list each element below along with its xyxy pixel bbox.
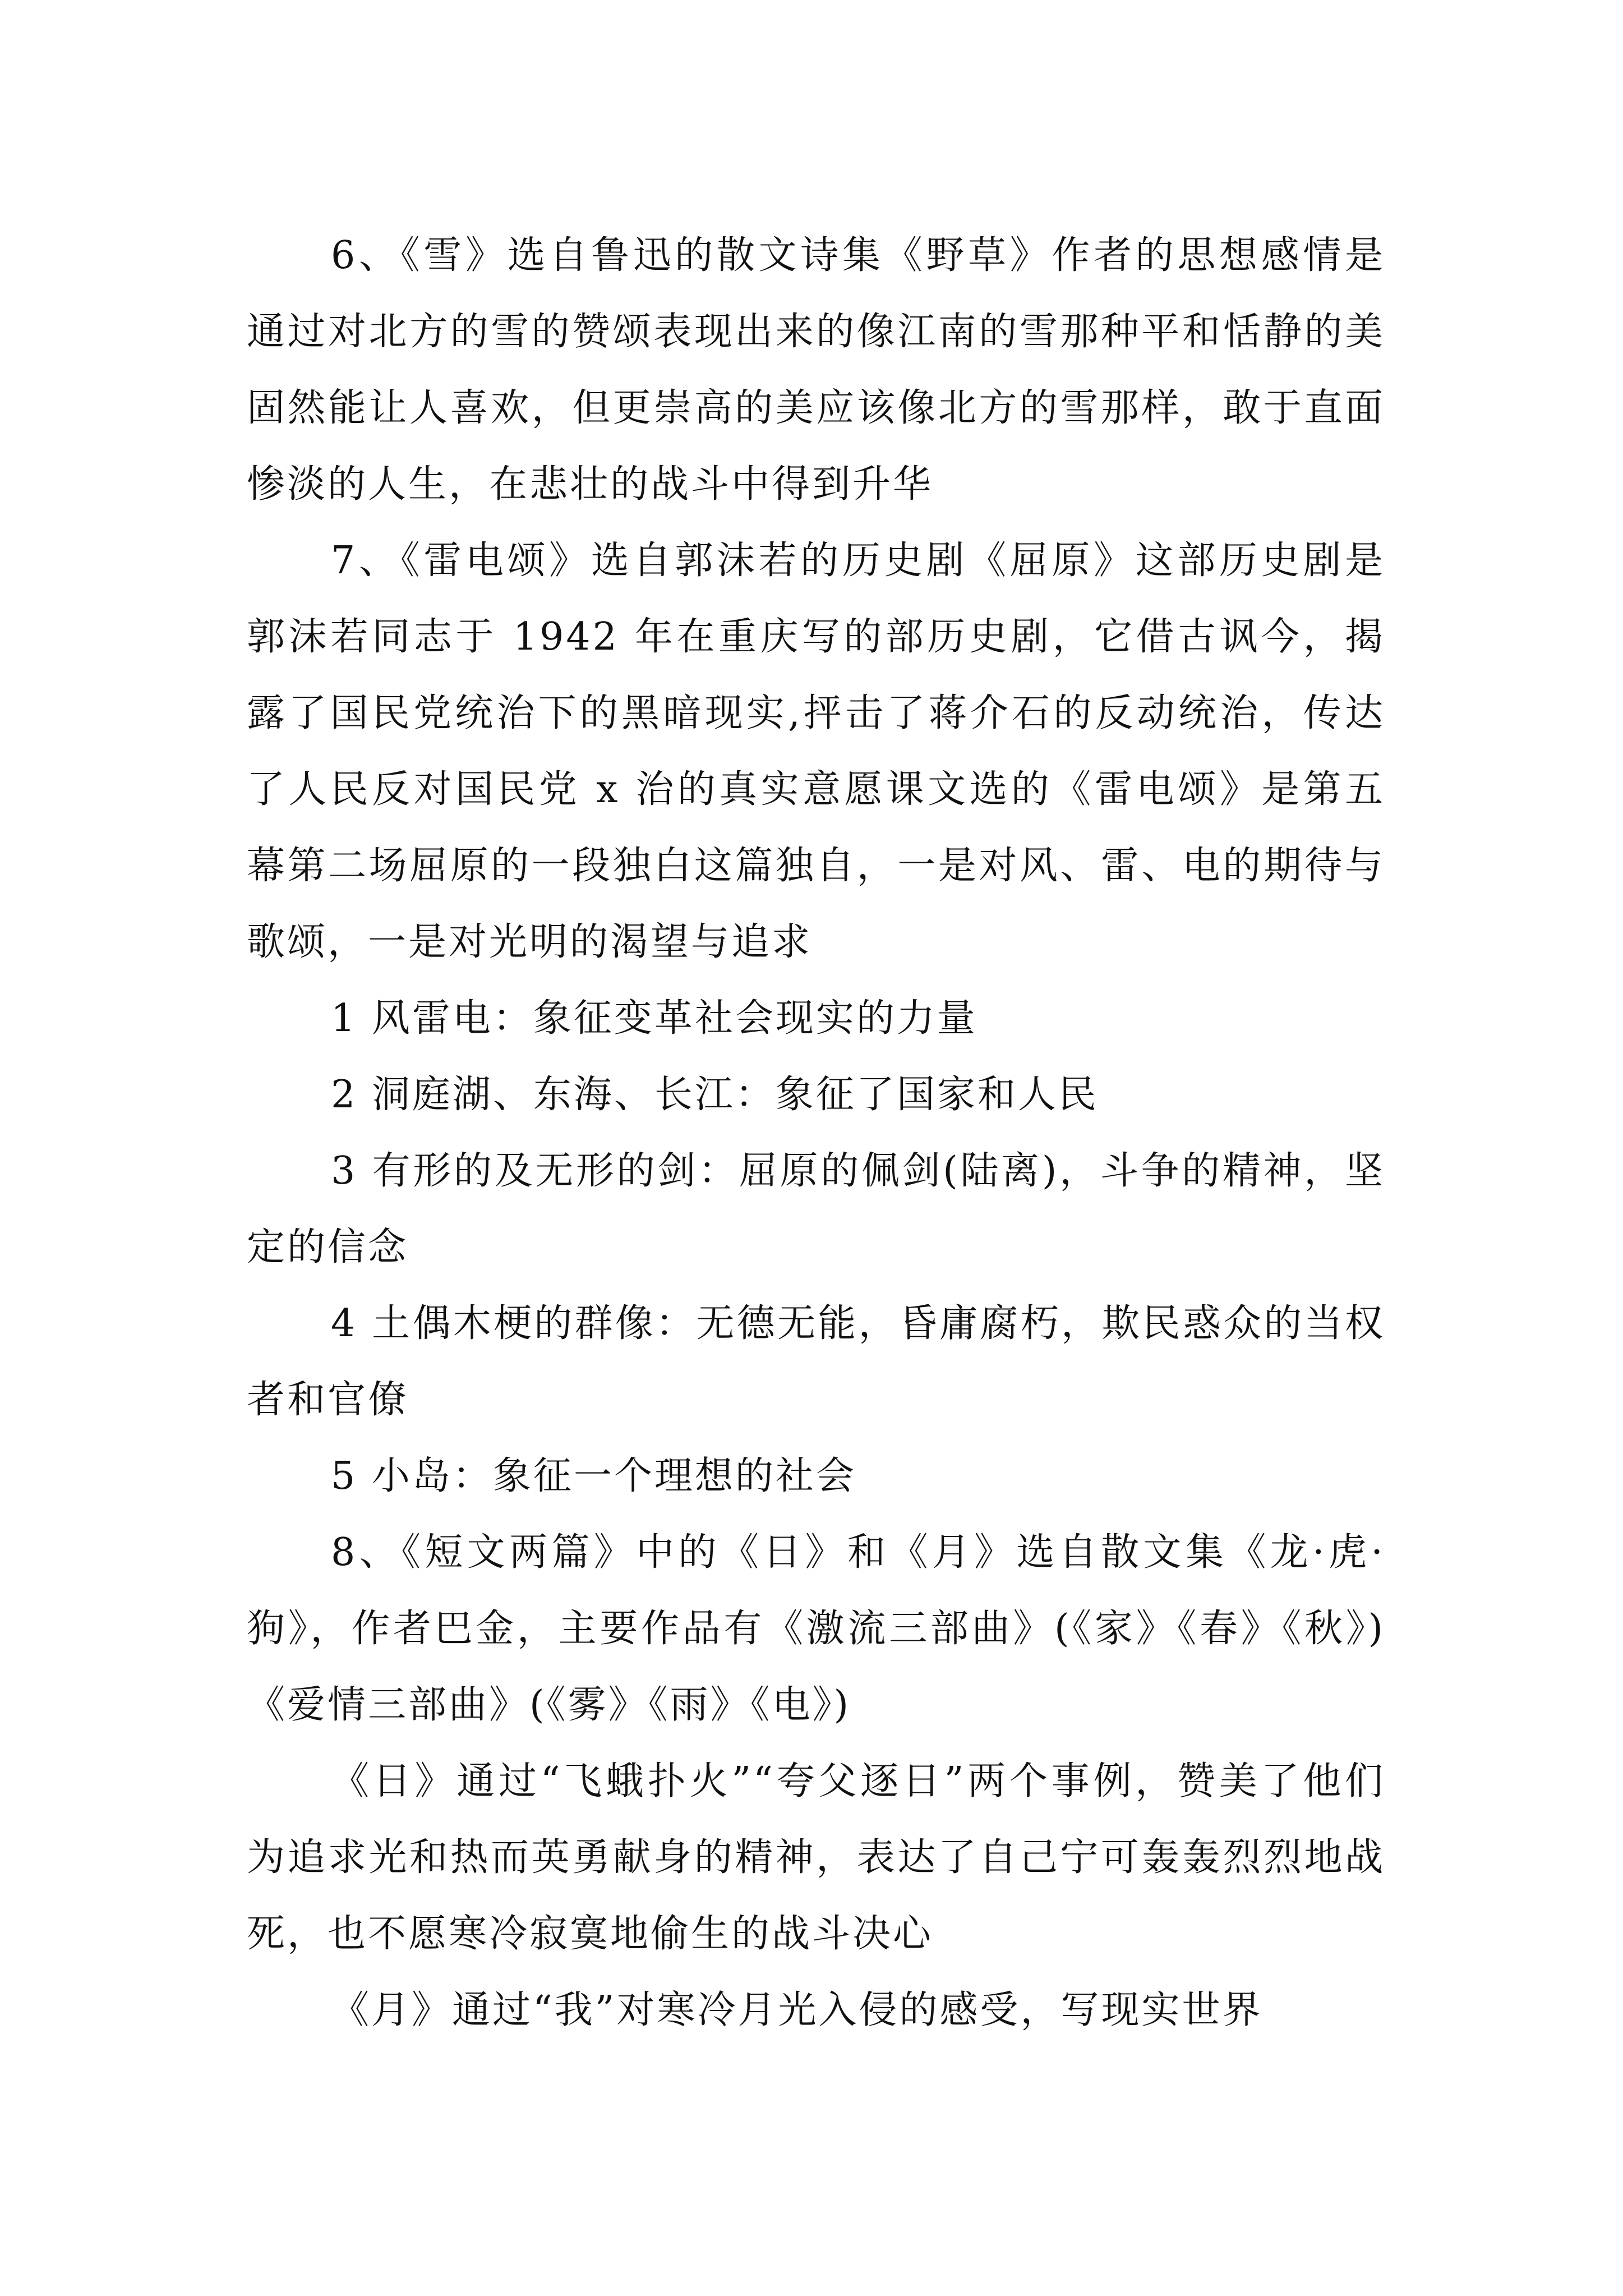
paragraph-7-thunder-ode: 7、《雷电颂》选自郭沫若的历史剧《屈原》这部历史剧是郭沫若同志于 1942 年在重庆写的部历史剧，它借古讽今，揭露了国民党统治下的黑暗现实,抨击了蒋介石的反动统治，传达了人民反对国民党 x 治的真实意愿课文选的《雷电颂》是第五幕第二场屈原的一段独白这篇独自，一是对风、雷、电的期待与歌颂，一是对光明的渴望与追求 [247, 539, 1385, 964]
paragraph-moon: 《月》通过“我”对寒冷月光入侵的感受，写现实世界 [331, 1988, 1263, 2032]
symbol-item-3: 3 有形的及无形的剑：屈原的佩剑(陆离)，斗争的精神，坚定的信念 [247, 1149, 1385, 1269]
symbol-item-4: 4 土偶木梗的群像：无德无能，昏庸腐朽，欺民惑众的当权者和官僚 [247, 1301, 1385, 1422]
paragraph-6-snow: 6、《雪》选自鲁迅的散文诗集《野草》作者的思想感情是通过对北方的雪的赞颂表现出来的像江南的雪那种平和恬静的美固然能让人喜欢，但更崇高的美应该像北方的雪那样，敢于直面惨淡的人生，在悲壮的战斗中得到升华 [247, 233, 1385, 507]
body-text [247, 218, 1385, 2049]
symbol-item-2: 2 洞庭湖、东海、长江：象征了国家和人民 [331, 1073, 1099, 1117]
paragraph-8-two-essays: 8、《短文两篇》中的《日》和《月》选自散文集《龙·虎·狗》，作者巴金，主要作品有《激流三部曲》(《家》《春》《秋》)《爱情三部曲》(《雾》《雨》《电》) [247, 1530, 1385, 1727]
symbol-item-5: 5 小岛：象征一个理想的社会 [331, 1454, 856, 1498]
symbol-item-1: 1 风雷电：象征变革社会现实的力量 [331, 996, 978, 1041]
paragraph-sun: 《日》通过“飞蛾扑火”“夸父逐日”两个事例，赞美了他们为追求光和热而英勇献身的精神，表达了自己宁可轰轰烈烈地战死，也不愿寒冷寂寞地偷生的战斗决心 [247, 1759, 1385, 1956]
